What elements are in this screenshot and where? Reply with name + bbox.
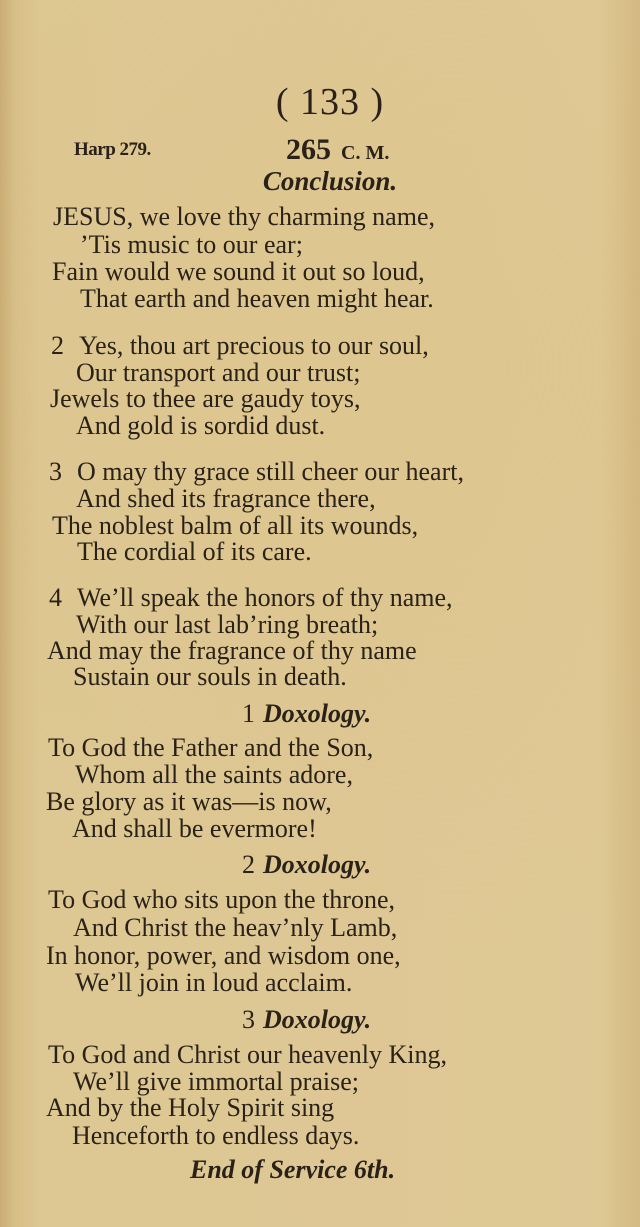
doxology-line: And by the Holy Spirit sing [46,1093,335,1122]
doxology-title: Doxology. [263,699,372,728]
doxology-line: And Christ the heav’nly Lamb, [73,913,398,942]
verse-line: Sustain our souls in death. [73,662,347,691]
doxology-line: In honor, power, and wisdom one, [46,941,401,970]
verse-line: Our transport and our trust; [76,358,361,387]
verse-line: Jewels to thee are gaudy toys, [50,384,361,413]
verse-line: And shed its fragrance there, [76,484,376,513]
verse-line: The noblest balm of all its wounds, [52,511,419,540]
page-number: ( 133 ) [275,81,385,123]
verse-line: We’ll speak the honors of thy name, [77,583,453,612]
verse-line: ’Tis music to our ear; [80,230,303,259]
tune-reference: Harp 279. [74,139,151,160]
verse-line: Fain would we sound it out so loud, [52,257,425,286]
hymn-title: Conclusion. [262,166,398,196]
verse-number: 4 [49,583,62,612]
doxology-line: Whom all the saints adore, [75,760,353,789]
doxology-heading [242,850,371,880]
verse-line: O may thy grace still cheer our heart, [77,457,464,486]
verse-line: With our last lab’ring breath; [76,610,379,639]
verse-line: And may the fragrance of thy name [47,636,417,665]
hymn-meter: C. M. [341,142,390,164]
verse-number: 3 [49,457,62,486]
doxology-line: We’ll give immortal praise; [73,1067,359,1096]
doxology-line: To God the Father and the Son, [48,733,374,762]
verse-line: And gold is sordid dust. [76,411,326,440]
doxology-heading [242,699,371,729]
doxology-title: Doxology. [263,1005,372,1034]
doxology-line: Henceforth to endless days. [72,1121,360,1150]
verse-line: JESUS, we love thy charming name, [53,202,435,231]
doxology-number: 1 [242,699,255,728]
verse-line: The cordial of its care. [77,537,312,566]
doxology-heading [242,1005,371,1035]
end-of-service-note: End of Service 6th. [190,1155,396,1184]
doxology-title: Doxology. [263,850,372,879]
doxology-line: To God and Christ our heavenly King, [48,1040,447,1069]
doxology-line: And shall be evermore! [72,814,317,843]
hymn-number: 265 [286,133,331,166]
hymn-heading [286,133,389,167]
doxology-number: 3 [242,1005,255,1034]
doxology-number: 2 [242,850,255,879]
verse-number: 2 [51,331,64,360]
verse-line: Yes, thou art precious to our soul, [79,331,429,360]
verse-line: That earth and heaven might hear. [80,284,434,313]
doxology-line: We’ll join in loud acclaim. [75,968,353,997]
doxology-line: Be glory as it was—is now, [46,787,332,816]
doxology-line: To God who sits upon the throne, [48,885,395,914]
